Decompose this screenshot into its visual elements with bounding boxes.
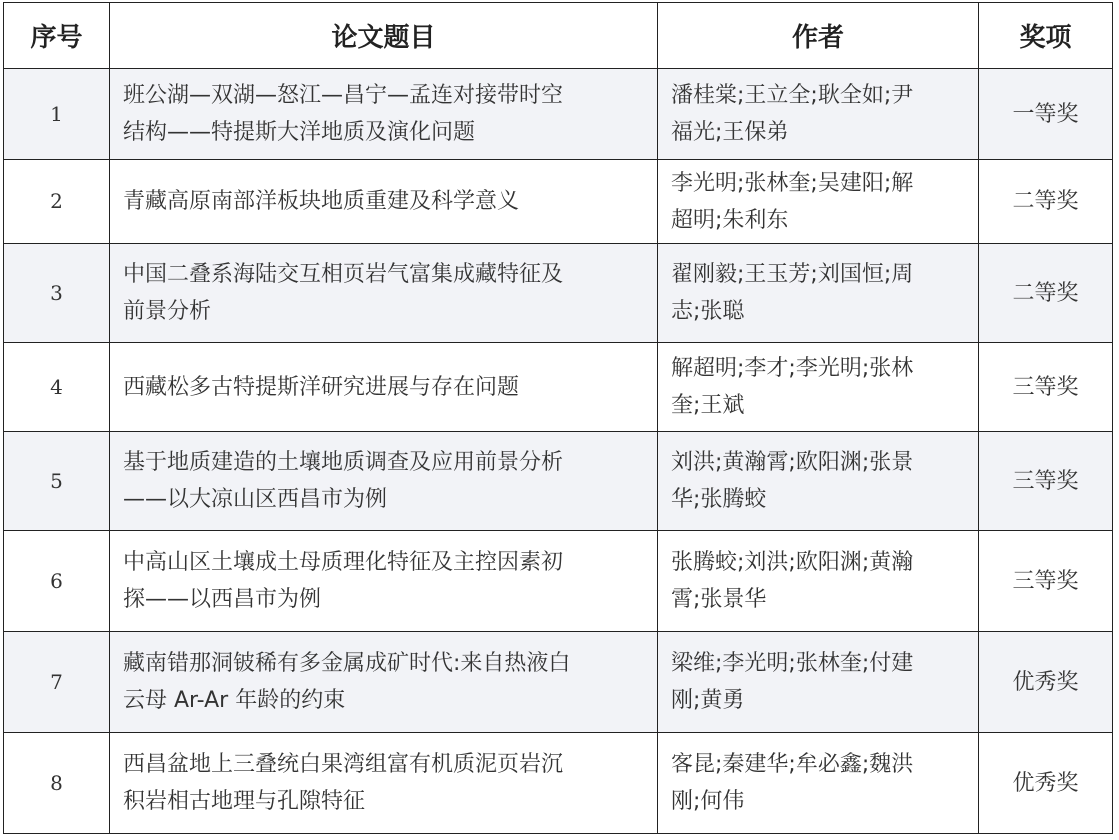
cell-title — [110, 733, 658, 834]
authors-line: 梁维;李光明;张林奎;付建 — [671, 651, 914, 676]
cell-index: 6 — [4, 531, 110, 632]
table-row — [4, 160, 1113, 244]
cell-title — [110, 531, 658, 632]
title-line: 云母 Ar-Ar 年龄的约束 — [123, 688, 346, 713]
cell-index: 7 — [4, 632, 110, 733]
table-row — [4, 69, 1113, 160]
cell-authors — [658, 733, 979, 834]
cell-authors — [658, 343, 979, 432]
authors-line: 福光;王保弟 — [671, 120, 789, 145]
title-line: 中高山区土壤成土母质理化特征及主控因素初 — [123, 550, 564, 575]
cell-authors — [658, 160, 979, 244]
cell-index: 8 — [4, 733, 110, 834]
table-row — [4, 632, 1113, 733]
title-line: 前景分析 — [123, 299, 212, 324]
table-row — [4, 343, 1113, 432]
title-line: 西昌盆地上三叠统白果湾组富有机质泥页岩沉 — [123, 752, 564, 777]
cell-award: 优秀奖 — [979, 632, 1113, 733]
header-award: 奖项 — [979, 3, 1113, 69]
title-line: ——以大凉山区西昌市为例 — [123, 487, 388, 512]
table-row — [4, 733, 1113, 834]
title-line: 基于地质建造的土壤地质调查及应用前景分析 — [123, 450, 564, 475]
table-row — [4, 244, 1113, 343]
authors-line: 超明;朱利东 — [671, 207, 789, 233]
cell-index: 5 — [4, 432, 110, 531]
table-row — [4, 531, 1113, 632]
awards-table — [3, 2, 1113, 834]
authors-line: 刚;何伟 — [671, 789, 745, 814]
cell-award: 二等奖 — [979, 160, 1113, 244]
header-authors: 作者 — [658, 3, 979, 69]
cell-award: 一等奖 — [979, 69, 1113, 160]
cell-authors — [658, 432, 979, 531]
authors-line: 霄;张景华 — [671, 587, 767, 612]
authors-line: 张腾蛟;刘洪;欧阳渊;黄瀚 — [671, 550, 914, 575]
authors-line: 潘桂棠;王立全;耿全如;尹 — [671, 83, 914, 108]
title-line: 西藏松多古特提斯洋研究进展与存在问题 — [123, 374, 520, 400]
cell-index: 4 — [4, 343, 110, 432]
cell-title — [110, 632, 658, 733]
cell-award: 三等奖 — [979, 432, 1113, 531]
header-title: 论文题目 — [110, 3, 658, 69]
cell-index: 1 — [4, 69, 110, 160]
cell-authors — [658, 632, 979, 733]
authors-line: 志;张聪 — [671, 299, 745, 324]
title-line: 青藏高原南部洋板块地质重建及科学意义 — [123, 189, 520, 214]
cell-award: 三等奖 — [979, 343, 1113, 432]
title-line: 班公湖—双湖—怒江—昌宁—孟连对接带时空 — [123, 83, 564, 108]
authors-line: 华;张腾蛟 — [671, 487, 767, 512]
cell-title — [110, 343, 658, 432]
cell-authors — [658, 69, 979, 160]
authors-line: 刚;黄勇 — [671, 688, 745, 713]
title-line: 探——以西昌市为例 — [123, 587, 322, 612]
cell-index: 2 — [4, 160, 110, 244]
cell-award: 二等奖 — [979, 244, 1113, 343]
authors-line: 奎;王斌 — [671, 393, 745, 418]
title-line: 藏南错那洞铍稀有多金属成矿时代:来自热液白 — [123, 651, 571, 676]
cell-title — [110, 432, 658, 531]
cell-title — [110, 244, 658, 343]
table-body — [4, 69, 1113, 834]
title-line: 中国二叠系海陆交互相页岩气富集成藏特征及 — [123, 262, 564, 287]
table-header-row — [4, 3, 1113, 69]
title-line: 结构——特提斯大洋地质及演化问题 — [123, 120, 476, 145]
cell-award: 三等奖 — [979, 531, 1113, 632]
authors-line: 解超明;李才;李光明;张林 — [671, 356, 914, 381]
header-index: 序号 — [4, 3, 110, 69]
cell-title — [110, 160, 658, 244]
cell-index: 3 — [4, 244, 110, 343]
authors-line: 李光明;张林奎;吴建阳;解 — [671, 170, 914, 196]
authors-line: 刘洪;黄瀚霄;欧阳渊;张景 — [671, 450, 914, 475]
cell-title — [110, 69, 658, 160]
authors-line: 客昆;秦建华;牟必鑫;魏洪 — [671, 752, 914, 777]
cell-authors — [658, 244, 979, 343]
title-line: 积岩相古地理与孔隙特征 — [123, 789, 366, 814]
cell-authors — [658, 531, 979, 632]
authors-line: 翟刚毅;王玉芳;刘国恒;周 — [671, 262, 914, 287]
table-row — [4, 432, 1113, 531]
cell-award: 优秀奖 — [979, 733, 1113, 834]
